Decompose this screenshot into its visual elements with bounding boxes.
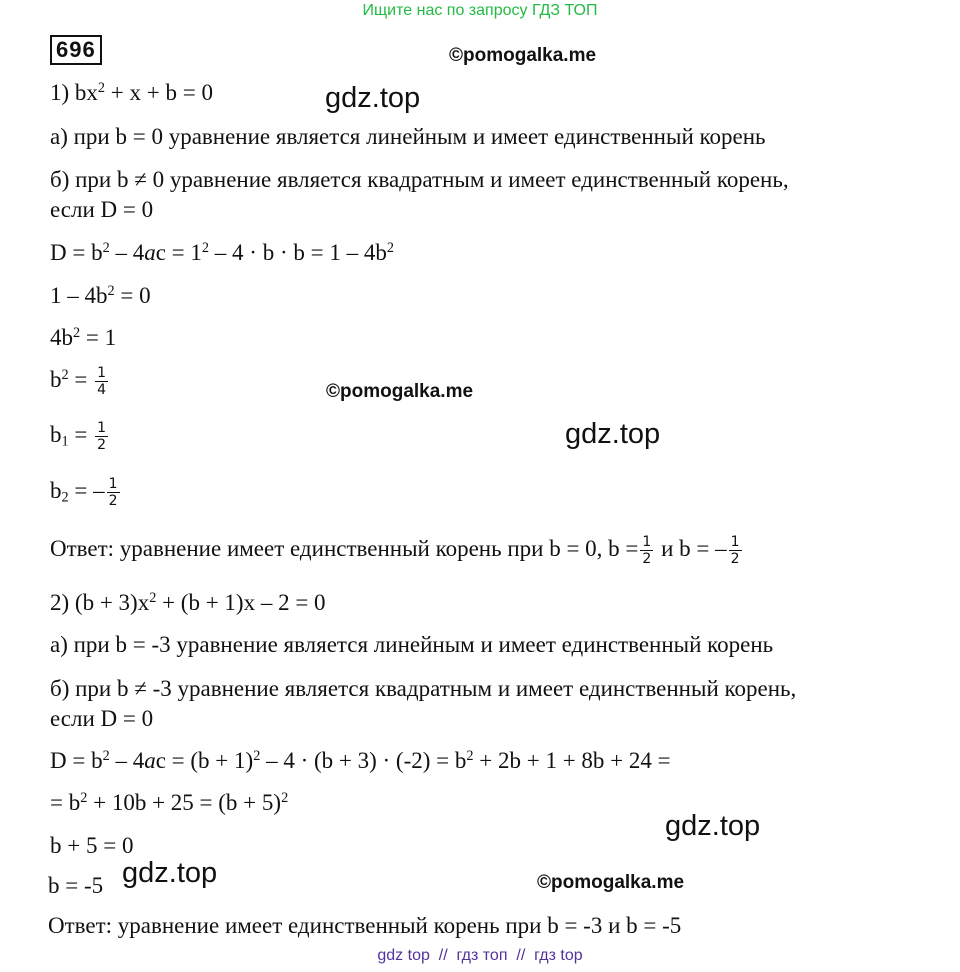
- copyright-watermark: ©pomogalka.me: [537, 872, 685, 893]
- part1-step1: $1 - 4b^2 = 0$: [50, 283, 151, 308]
- part1-root1: $b_1$ = $\frac{1}{2}$: [50, 420, 107, 454]
- fraction: $\frac{1}{2}$: [642, 534, 652, 568]
- copyright-watermark: ©pomogalka.me: [326, 381, 474, 402]
- part1-case-a: а) при b = 0 уравнение является линейным и имеет единственный корень: [50, 124, 766, 149]
- part1-case-b-line1: б) при b ≠ 0 уравнение является квадратным и имеет единственный корень,: [50, 167, 789, 192]
- fraction: $\frac{1}{4}$: [97, 365, 107, 399]
- part2-answer: Ответ: уравнение имеет единственный корень при b = -3 и b = -5: [48, 913, 682, 938]
- gdz-watermark: gdz.top: [665, 810, 761, 842]
- part2-equation: 2) $(b + 3)x^2 + (b + 1)x - 2 = 0$: [50, 590, 326, 615]
- part1-root2: $b_2$ = – $\frac{1}{2}$: [50, 476, 118, 510]
- part2-step1: b + 5 = 0: [50, 833, 134, 858]
- problem-number: 696: [50, 35, 102, 65]
- fraction: $\frac{1}{2}$: [97, 420, 107, 454]
- fraction: $\frac{1}{2}$: [730, 534, 740, 568]
- part2-step2: b = -5: [48, 873, 104, 898]
- part1-case-b-line2: если D = 0: [50, 197, 154, 222]
- copyright-watermark: ©pomogalka.me: [449, 45, 597, 66]
- part1-answer: Ответ: уравнение имеет единственный корень при b = 0, b = $\frac{1}{2}$ и b = – $\frac{1}{2}$: [50, 534, 740, 568]
- part1-step2: $4b^2 = 1$: [50, 325, 117, 350]
- gdz-watermark: gdz.top: [565, 418, 661, 450]
- part2-case-b-line1: б) при b ≠ -3 уравнение является квадратным и имеет единственный корень,: [50, 676, 797, 701]
- search-banner[interactable]: Ищите нас по запросу ГДЗ ТОП: [362, 2, 598, 19]
- footer-links[interactable]: gdz top // гдз топ // гдз top: [377, 947, 583, 964]
- part2-case-b-line2: если D = 0: [50, 706, 154, 731]
- part1-equation: 1) $bx^2 + x + b = 0$: [50, 80, 213, 105]
- part2-case-a: а) при b = -3 уравнение является линейным и имеет единственный корень: [50, 632, 774, 657]
- part1-step3: $b^2$ = $\frac{1}{4}$: [50, 365, 107, 399]
- gdz-watermark: gdz.top: [122, 857, 218, 889]
- part1-discriminant: $D = b^2 - 4ac = 1^2 - 4 \cdot b \cdot b = 1 - 4b^2$: [50, 240, 394, 265]
- gdz-watermark: gdz.top: [325, 82, 421, 114]
- part2-discriminant: $D = b^2 - 4ac = (b + 1)^2 - 4 \cdot (b + 3) \cdot (-2) = b^2 + 2b + 1 + 8b + 24$ =: [50, 748, 671, 773]
- fraction: $\frac{1}{2}$: [108, 476, 118, 510]
- part2-discriminant-cont: = $b^2 + 10b + 25 = (b + 5)^2$: [50, 790, 289, 815]
